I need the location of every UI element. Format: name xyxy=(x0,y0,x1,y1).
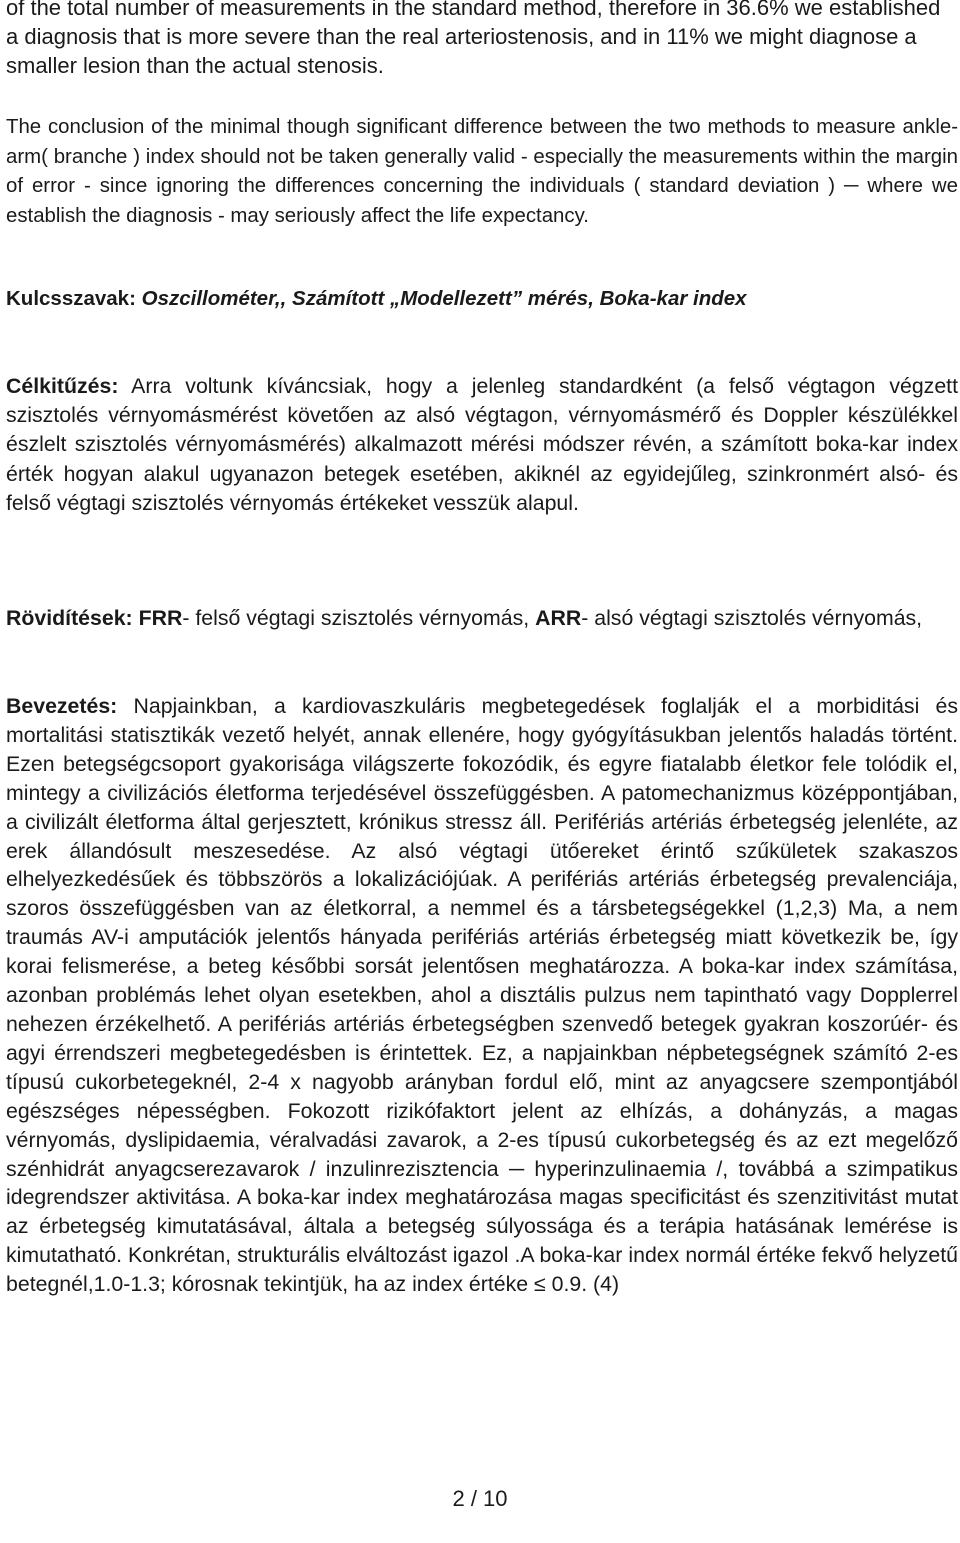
frr-definition: - felső végtagi szisztolés vérnyomás, xyxy=(182,606,530,630)
arr-abbreviation: ARR xyxy=(535,606,582,630)
objective-text: Arra voltunk kíváncsiak, hogy a jelenleg standardként (a felső végtagon végzett szisztolés vérnyomásmérést követően az alsó végtagon, vérnyomásmérő és Doppler készülékkel észlelt szisztolés vérnyomásmérés) alkalmazott mérési módszer révén, a számított boka-kar index érték hogyan alakul ugyanazon betegek esetében, akiknél az egyidejűleg, szinkronmért alsó- és felső végtagi szisztolés vérnyomás értékeket vesszük alapul. xyxy=(6,374,959,515)
abbreviations-paragraph xyxy=(6,604,958,634)
frr-abbreviation: FRR xyxy=(138,606,183,630)
page-number: 2 / 10 xyxy=(452,1486,508,1511)
introduction-paragraph xyxy=(6,692,958,1299)
objective-paragraph xyxy=(6,372,958,518)
keywords-label: Kulcsszavak: xyxy=(6,287,136,310)
abbreviations-label: Rövidítések: xyxy=(6,606,133,630)
english-conclusion-paragraph: The conclusion of the minimal though significant difference between the two methods to measure ankle-arm( branche ) index should not be taken generally valid - especially the measurements within the margin of error - since ignoring the differences concerning the individuals ( standard deviation ) ─ where we establish the diagnosis - may seriously affect the life expectancy. xyxy=(6,116,958,227)
keywords-line xyxy=(6,284,958,314)
arr-definition: - alsó végtagi szisztolés vérnyomás, xyxy=(581,606,923,630)
introduction-text: Napjainkban, a kardiovaszkuláris megbetegedések foglalják el a morbiditási és mortalitási statisztikák vezető helyét, annak ellenére, hogy gyógyításukban jelentős haladás történt. Ezen betegségcsoport gyakorisága világszerte fokozódik, és egyre fiatalabb életkor fele tolódik el, mintegy a civilizációs életforma terjedésével összefüggésben. A patomechanizmus középpontjában, a civilizált életforma által gerjesztett, krónikus stressz áll. Perifériás artériás érbetegség jelenléte, az erek állandósult meszesedése. Az alsó végtagi ütőereket érintő szűkületek szakaszos elhelyezkedésűek és többszörös a lokalizációjúak. A perifériás artériás érbetegség prevalenciája, szoros összefüggésben van az életkorral, a nemmel és a társbetegségekkel (1,2,3) Ma, a nem traumás AV-i amputációk jelentős hányada perifériás artériás érbetegség miatt következik be, így korai felismerése, a beteg későbbi sorsát jelentősen meghatározza. A boka-kar index számítása, azonban problémás lehet olyan esetekben, ahol a disztális pulzus nem tapintható vagy Dopplerrel nehezen érzékelhető. A perifériás artériás érbetegségben szenvedő betegek gyakran koszorúér- és agyi érrendszeri megbetegedésben is érintettek. Ez, a napjainkban népbetegségnek számító 2-es típusú cukorbetegeknél, 2-4 x nagyobb arányban fordul elő, mint az anyagcsere szempontjából egészséges népességben. Fokozott rizikófaktort jelent az elhízás, a dohányzás, a magas vérnyomás, dyslipidaemia, véralvadási zavarok, a 2-es típusú cukorbetegség és az ezt megelőző szénhidrát anyagcserezavarok / inzulinrezisztencia ─ hyperinzulinaemia /, továbbá a szimpatikus idegrendszer aktivitása. A boka-kar index meghatározása magas specificitást és szenzitivitást mutat az érbetegség kimutatásával, általa a betegség súlyossága és a terápia hatásának lemérése is kimutatható. Konkrétan, strukturális elváltozást igazol .A boka-kar index normál értéke fekvő helyzetű betegnél,1.0-1.3; kórosnak tekintjük, ha az index értéke ≤ 0.9. (4) xyxy=(6,694,958,1297)
objective-label: Célkitűzés: xyxy=(6,374,119,398)
introduction-label: Bevezetés: xyxy=(6,694,118,718)
intro-fragment-paragraph: of the total number of measurements in the standard method, therefore in 36.6% we established a diagnosis that is more severe than the real arteriostenosis, and in 11% we might diagnose a smaller lesion than the actual stenosis. xyxy=(6,0,941,78)
keywords-text: Oszcillométer,, Számított „Modellezett” mérés, Boka-kar index xyxy=(141,287,747,310)
